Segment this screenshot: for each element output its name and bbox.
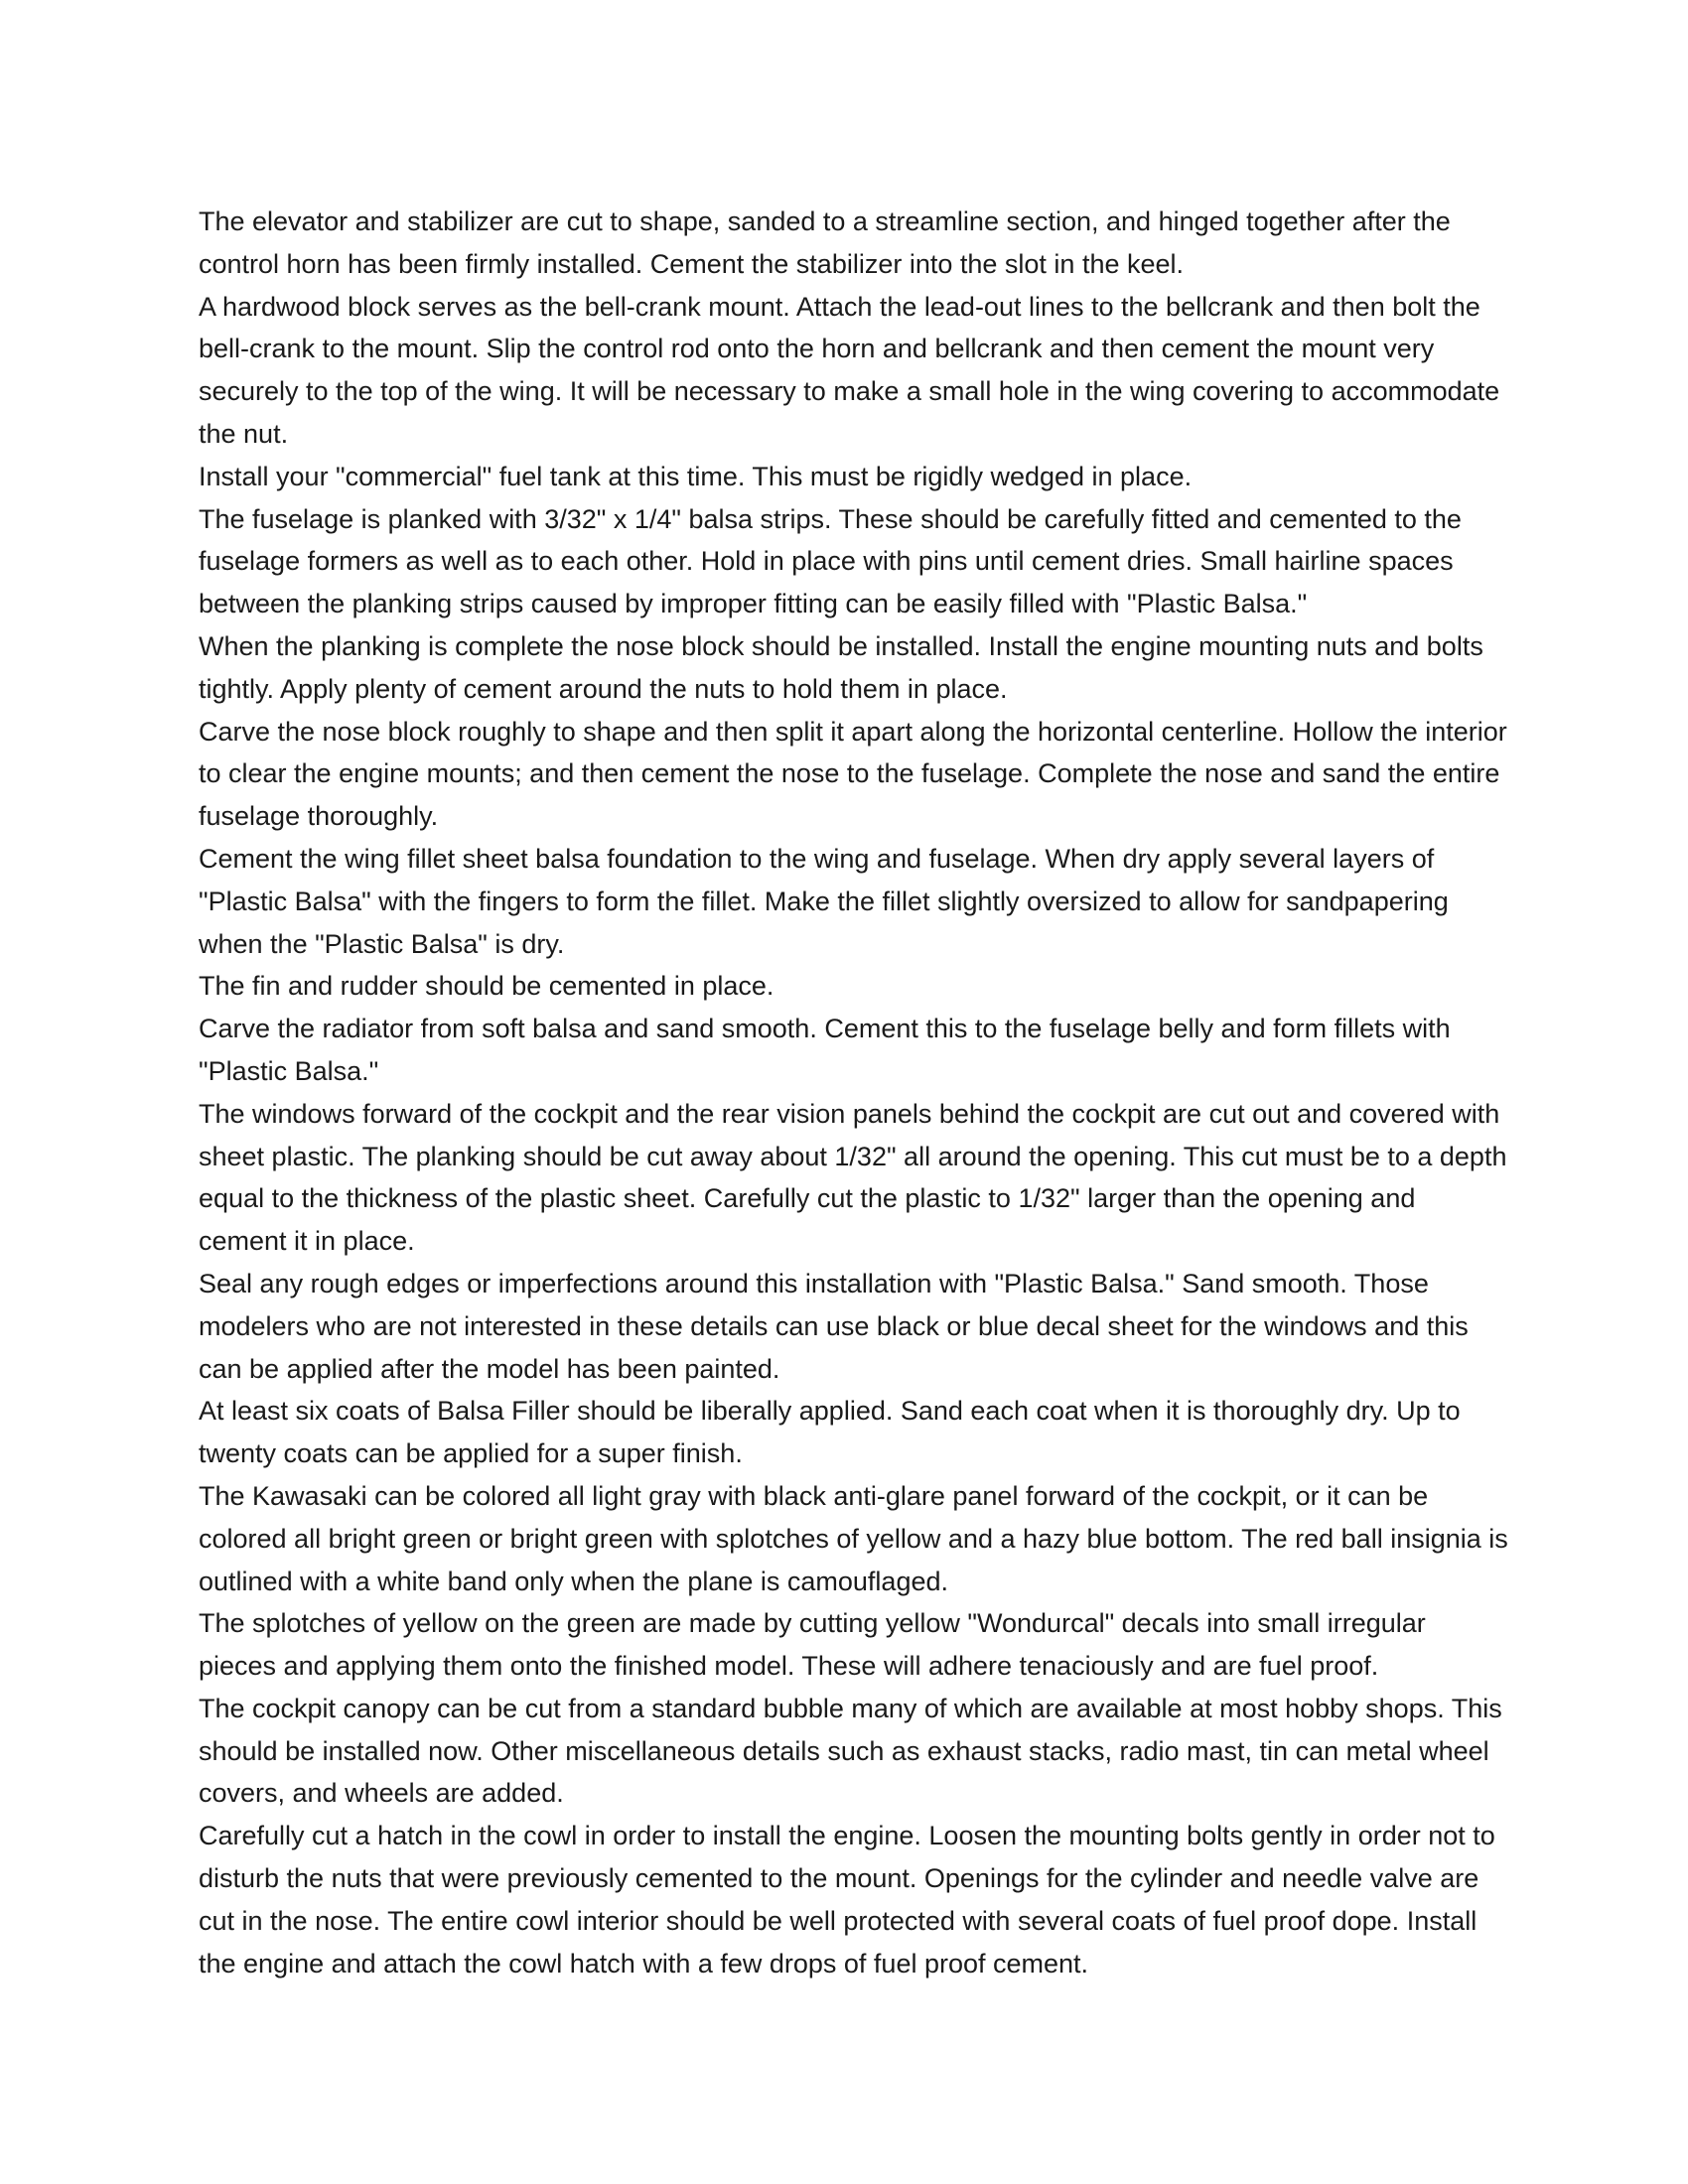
instructions-text [199,201,1509,1984]
paragraph-radiator: Carve the radiator from soft balsa and sand smooth. Cement this to the fuselage belly and form fillets with "Plastic Balsa." [199,1014,1451,1086]
paragraph-fin-rudder: The fin and rudder should be cemented in place. [199,971,774,1002]
paragraph-carve-nose: Carve the nose block roughly to shape and then split it apart along the horizontal centerline. Hollow the interior to clear the engine mounts; and then cement the nose to the fuselage. Complete the nose and sand the entire fuselage thoroughly. [199,716,1507,832]
paragraph-planking: The fuselage is planked with 3/32" x 1/4" balsa strips. These should be carefully fitted and cemented to the fuselage formers as well as to each other. Hold in place with pins until cement dries. Small hairline spaces between the planking strips caused by improper fitting can be easily filled with "Plastic Balsa." [199,503,1462,619]
paragraph-splotches: The splotches of yellow on the green are made by cutting yellow "Wondurcal" decals into small irregular pieces and applying them onto the finished model. These will adhere tenaciously and are fuel proof. [199,1608,1426,1682]
paragraph-windows: The windows forward of the cockpit and the rear vision panels behind the cockpit are cut out and covered with sheet plastic. The planking should be cut away about 1/32" all around the opening. This cut must be to a depth equal to the thickness of the plastic sheet. Carefully cut the plastic to 1/32" larger than the opening and cement it in place. [199,1098,1507,1257]
paragraph-colors: The Kawasaki can be colored all light gray with black anti-glare panel forward of the cockpit, or it can be colored all bright green or bright green with splotches of yellow and a hazy blue bottom. The red ball insignia is outlined with a white band only when the plane is camouflaged. [199,1480,1508,1596]
paragraph-seal-edges: Seal any rough edges or imperfections around this installation with "Plastic Balsa." Sand smooth. Those modelers who are not interested in these details can use black or blue decal sheet for the windows and this can be applied after the model has been painted. [199,1268,1469,1384]
paragraph-cowl-hatch: Carefully cut a hatch in the cowl in order to install the engine. Loosen the mounting bolts gently in order not to disturb the nuts that were previously cemented to the mount. Openings for the cylinder and needle valve are cut in the nose. The entire cowl interior should be well protected with several coats of fuel proof dope. Install the engine and attach the cowl hatch with a few drops of fuel proof cement. [199,1821,1495,1979]
paragraph-bellcrank: A hardwood block serves as the bell-crank mount. Attach the lead-out lines to the bellcrank and then bolt the bell-crank to the mount. Slip the control rod onto the horn and bellcrank and then cement the mount very securely to the top of the wing. It will be necessary to make a small hole in the wing covering to accommodate the nut. [199,291,1500,449]
paragraph-balsa-filler: At least six coats of Balsa Filler should be liberally applied. Sand each coat when it is thoroughly dry. Up to twenty coats can be applied for a super finish. [199,1396,1461,1469]
paragraph-wing-fillet: Cement the wing fillet sheet balsa foundation to the wing and fuselage. When dry apply several layers of "Plastic Balsa" with the fingers to form the fillet. Make the fillet slightly oversized to allow for sandpapering when the "Plastic Balsa" is dry. [199,843,1449,959]
paragraph-nose-block: When the planking is complete the nose block should be installed. Install the engine mounting nuts and bolts tightly. Apply plenty of cement around the nuts to hold them in place. [199,630,1483,704]
paragraph-canopy: The cockpit canopy can be cut from a standard bubble many of which are available at most hobby shops. This should be installed now. Other miscellaneous details such as exhaust stacks, radio mast, tin can metal wheel covers, and wheels are added. [199,1693,1502,1809]
paragraph-fuel-tank: Install your "commercial" fuel tank at this time. This must be rigidly wedged in place. [199,461,1193,491]
paragraph-elevator: The elevator and stabilizer are cut to shape, sanded to a streamline section, and hinged together after the control horn has been firmly installed. Cement the stabilizer into the slot in the keel. [199,206,1451,279]
